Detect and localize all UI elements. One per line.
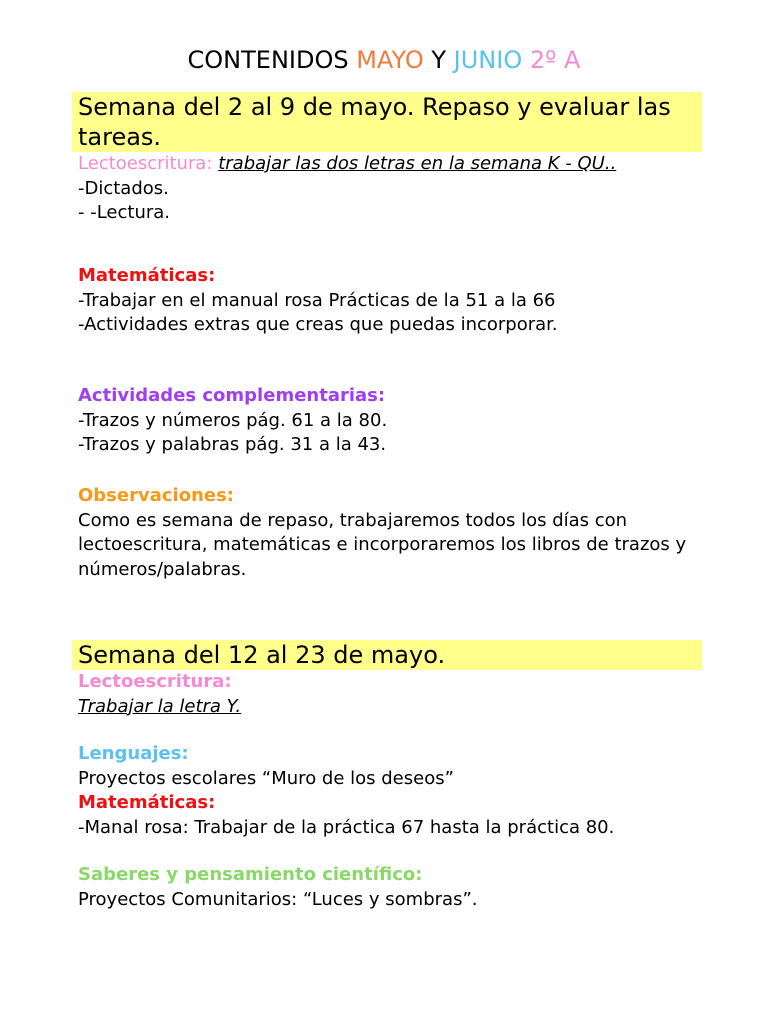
- week1-observaciones-section: [78, 484, 698, 582]
- week1-obs-label: Observaciones:: [78, 485, 235, 506]
- week2-saberes-label: Saberes y pensamiento científico:: [78, 864, 423, 885]
- week1-obs-text: Como es semana de repaso, trabajaremos todos los días con lectoescritura, matemáticas e incorporaremos los libros de trazos y números/palabras.: [78, 509, 687, 580]
- week2-leng-text: Proyectos escolares “Muro de los deseos”: [78, 767, 454, 789]
- week1-act-item: -Trazos y números pág. 61 a la 80.: [78, 409, 388, 431]
- week2-saberes-section: [78, 863, 698, 912]
- week1-actividades-section: [78, 384, 698, 458]
- title-grade: 2º A: [522, 46, 581, 74]
- week1-mate-item: -Trabajar en el manual rosa Prácticas de la 51 a la 66: [78, 289, 556, 311]
- week2-lenguajes-section: [78, 742, 698, 840]
- title-junio: JUNIO: [453, 46, 523, 74]
- week1-matematicas-section: [78, 264, 698, 338]
- week2-lectoescritura-section: [78, 670, 698, 719]
- week1-act-item: -Trazos y palabras pág. 31 a la 43.: [78, 434, 387, 455]
- week1-lecto-label: Lectoescritura:: [78, 153, 213, 174]
- week1-heading: Semana del 2 al 9 de mayo. Repaso y evaluar las tareas.: [72, 92, 702, 152]
- week2-saberes-text: Proyectos Comunitarios: “Luces y sombras”.: [78, 888, 478, 910]
- week1-lecto-item: -Dictados.: [78, 177, 169, 199]
- week1-mate-label: Matemáticas:: [78, 265, 216, 286]
- week2-mate-text: -Manal rosa: Trabajar de la práctica 67 hasta la práctica 80.: [78, 816, 615, 838]
- week2-lecto-label: Lectoescritura:: [78, 671, 232, 692]
- title-y: Y: [423, 46, 454, 74]
- week1-lectoescritura-section: [78, 152, 698, 226]
- week1-lecto-item: - -Lectura.: [78, 202, 171, 223]
- title-mayo: MAYO: [356, 46, 424, 74]
- week2-mate-label: Matemáticas:: [78, 792, 216, 813]
- week2-leng-label: Lenguajes:: [78, 743, 189, 764]
- title-contenidos: CONTENIDOS: [187, 46, 357, 74]
- week1-mate-item: -Actividades extras que creas que puedas incorporar.: [78, 314, 558, 335]
- week1-act-label: Actividades complementarias:: [78, 385, 386, 406]
- week1-lecto-line: [78, 152, 698, 177]
- page-title: [0, 44, 768, 76]
- week2-heading: Semana del 12 al 23 de mayo.: [72, 640, 702, 670]
- week1-lecto-text: trabajar las dos letras en la semana K - QU..: [218, 153, 617, 174]
- week2-lecto-text: Trabajar la letra Y.: [78, 695, 242, 717]
